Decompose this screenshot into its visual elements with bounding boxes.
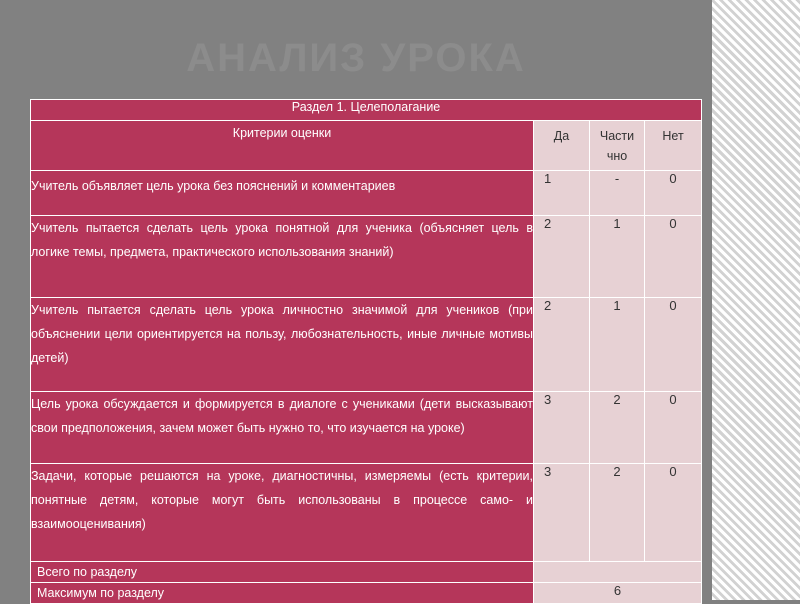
score-partial: 1: [590, 216, 645, 298]
table-row: [31, 464, 702, 562]
column-header-row: [31, 121, 702, 171]
table-row: [31, 298, 702, 392]
score-partial: -: [590, 171, 645, 216]
max-value: 6: [534, 583, 702, 604]
column-header-no: Нет: [645, 121, 702, 171]
score-yes: 2: [534, 216, 590, 298]
column-header-criteria: Критерии оценки: [31, 121, 534, 171]
section-header-row: [31, 100, 702, 121]
criterion-text: Учитель объявляет цель урока без пояснений и комментариев: [31, 171, 534, 216]
column-header-partial-label: Частично: [599, 129, 635, 163]
table-row: [31, 171, 702, 216]
score-partial: 2: [590, 464, 645, 562]
section-title: Раздел 1. Целеполагание: [31, 100, 702, 121]
score-partial: 1: [590, 298, 645, 392]
score-no: 0: [645, 392, 702, 464]
score-yes: 3: [534, 464, 590, 562]
score-yes: 2: [534, 298, 590, 392]
table-row: [31, 216, 702, 298]
score-no: 0: [645, 171, 702, 216]
max-label: Максимум по разделу: [31, 583, 534, 604]
criterion-text: Задачи, которые решаются на уроке, диагностичны, измеряемы (есть критерии, понятные детям, которые могут быть использованы в процессе само- и взаимооценивания): [31, 464, 534, 562]
max-row: [31, 583, 702, 604]
criterion-text: Учитель пытается сделать цель урока личностно значимой для учеников (при объяснении цели ориентируется на пользу, любознательность, иные личные мотивы детей): [31, 298, 534, 392]
total-row: [31, 562, 702, 583]
total-label: Всего по разделу: [31, 562, 534, 583]
table-row: [31, 392, 702, 464]
score-no: 0: [645, 216, 702, 298]
score-no: 0: [645, 298, 702, 392]
total-value: [534, 562, 702, 583]
criteria-table: [30, 99, 702, 604]
score-yes: 3: [534, 392, 590, 464]
score-no: 0: [645, 464, 702, 562]
column-header-partial: [590, 121, 645, 171]
decorative-stripe-panel: [712, 0, 800, 600]
slide-title: АНАЛИЗ УРОКА: [186, 36, 526, 80]
score-partial: 2: [590, 392, 645, 464]
criterion-text: Учитель пытается сделать цель урока понятной для ученика (объясняет цель в логике темы, предмета, практического использования знаний): [31, 216, 534, 298]
column-header-yes: Да: [534, 121, 590, 171]
criterion-text: Цель урока обсуждается и формируется в диалоге с учениками (дети высказывают свои предположения, зачем может быть нужно то, что изучается на уроке): [31, 392, 534, 464]
score-yes: 1: [534, 171, 590, 216]
